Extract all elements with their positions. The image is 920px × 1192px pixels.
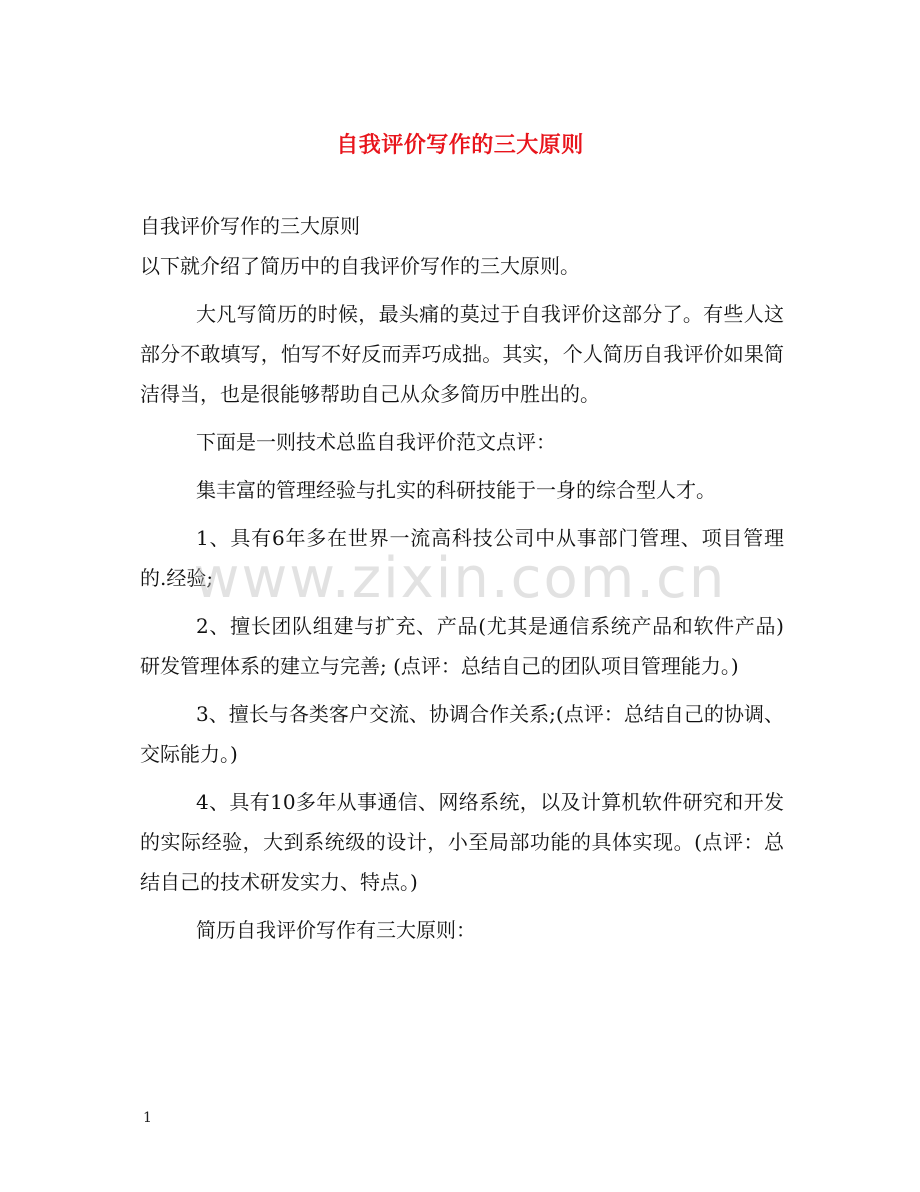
paragraph-6: 3、擅长与各类客户交流、协调合作关系;(点评：总结自己的协调、交际能力。): [140, 702, 784, 766]
paragraph-7: 4、具有10多年从事通信、网络系统，以及计算机软件研究和开发的实际经验，大到系统级的设计，小至局部功能的具体实现。(点评：总结自己的技术研发实力、特点。): [140, 790, 784, 894]
paragraph-2: 下面是一则技术总监自我评价范文点评：: [196, 430, 556, 454]
paragraph-1: 大凡写简历的时候，最头痛的莫过于自我评价这部分了。有些人这部分不敢填写，怕写不好反而弄巧成拙。其实，个人简历自我评价如果简洁得当，也是很能够帮助自己从众多简历中胜出的。: [140, 302, 784, 406]
document-body: [140, 206, 784, 958]
paragraph-4: 1、具有6年多在世界一流高科技公司中从事部门管理、项目管理的.经验;: [140, 526, 784, 590]
document-title: 自我评价写作的三大原则: [336, 132, 584, 158]
paragraph-8: 简历自我评价写作有三大原则：: [196, 918, 476, 942]
paragraph-5: 2、擅长团队组建与扩充、产品(尤其是通信系统产品和软件产品)研发管理体系的建立与完善; (点评：总结自己的团队项目管理能力。): [140, 614, 784, 678]
intro-paragraph: 以下就介绍了简历中的自我评价写作的三大原则。: [140, 254, 580, 278]
page-number: 1: [143, 1110, 152, 1126]
watermark: www.zixin.com.cn: [193, 546, 727, 611]
section-heading: 自我评价写作的三大原则: [140, 214, 360, 238]
paragraph-3: 集丰富的管理经验与扎实的科研技能于一身的综合型人才。: [196, 478, 716, 502]
